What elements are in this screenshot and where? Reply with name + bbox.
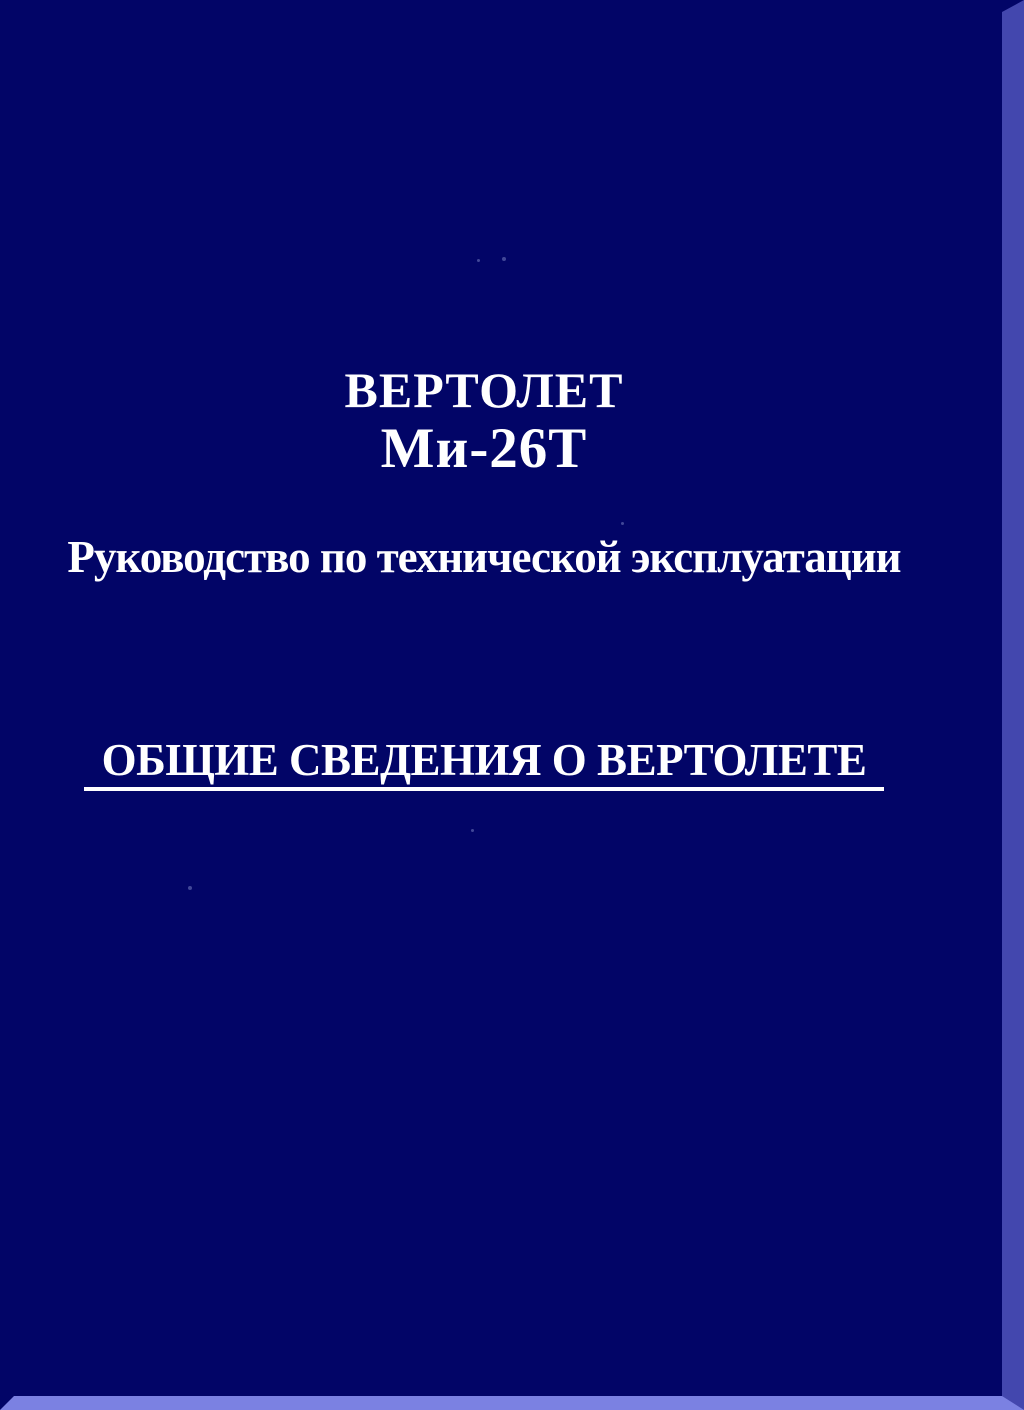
- section-heading: ОБЩИЕ СВЕДЕНИЯ О ВЕРТОЛЕТЕ: [84, 738, 885, 791]
- scan-speck: [502, 257, 506, 261]
- section-heading-row: [0, 735, 996, 791]
- document-title: ВЕРТОЛЕТ: [344, 362, 624, 418]
- document-subtitle: Руководство по технической эксплуатации: [67, 532, 901, 582]
- scan-speck: [621, 522, 624, 525]
- scan-speck: [477, 259, 480, 262]
- scan-speck: [471, 829, 474, 832]
- model-designation: Ми-26Т: [380, 417, 588, 480]
- scan-speck: [188, 886, 192, 890]
